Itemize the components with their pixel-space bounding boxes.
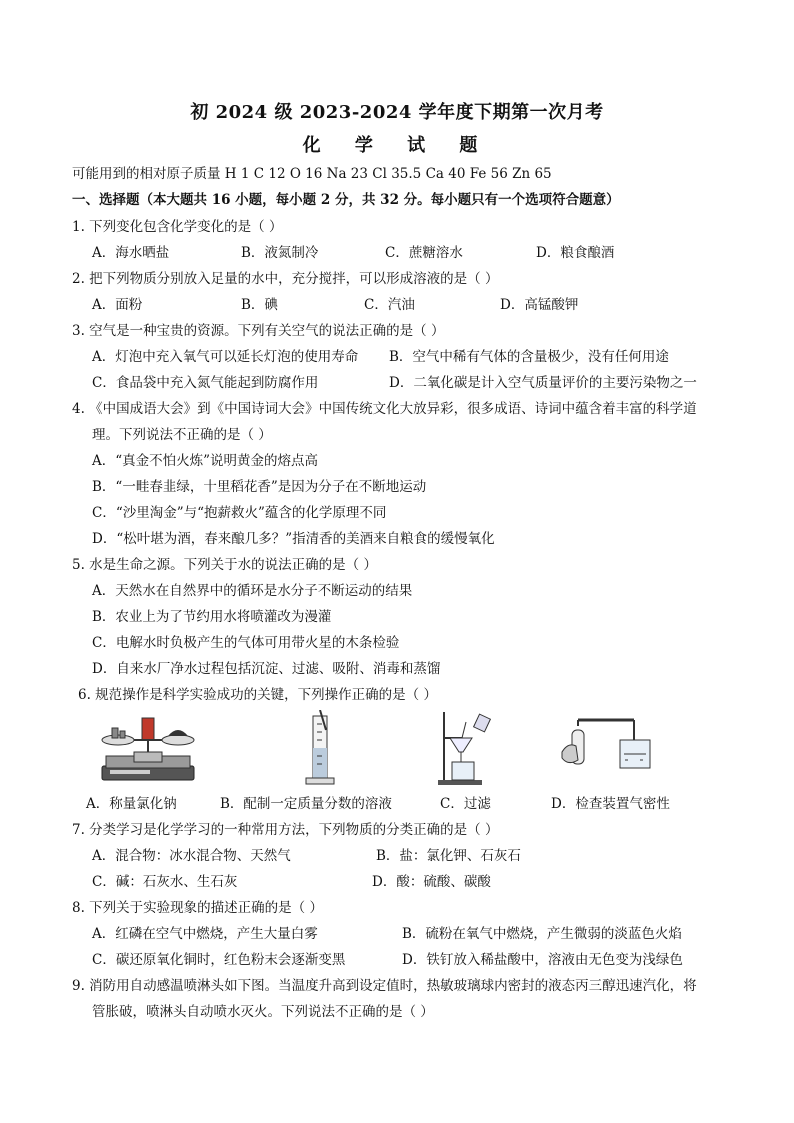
- q8-option-b[interactable]: B．硫粉在氧气中燃烧，产生微弱的淡蓝色火焰: [402, 926, 682, 942]
- q6-option-a[interactable]: A．称量氯化钠: [86, 796, 177, 812]
- exam-title: 初 2024 级 2023-2024 学年度下期第一次月考: [190, 102, 604, 123]
- q1-option-b[interactable]: B．液氮制冷: [241, 245, 319, 261]
- q3-option-b[interactable]: B．空气中稀有气体的含量极少，没有任何用途: [389, 349, 669, 365]
- q1-option-a[interactable]: A．海水晒盐: [92, 245, 170, 261]
- q8-option-d[interactable]: D．铁钉放入稀盐酸中，溶液由无色变为浅绿色: [402, 952, 683, 968]
- q6-option-d[interactable]: D．检查装置气密性: [551, 796, 670, 812]
- question-9-stem: 9. 消防用自动感温喷淋头如下图。当温度升高到设定值时，热敏玻璃球内密封的液态丙三醇迅速汽化，将: [72, 978, 697, 994]
- q8-option-c[interactable]: C．碳还原氧化铜时，红色粉末会逐渐变黑: [92, 952, 346, 968]
- q1-option-c[interactable]: C．蔗糖溶水: [385, 245, 463, 261]
- q5-option-c[interactable]: C．电解水时负极产生的气体可用带火星的木条检验: [92, 635, 400, 651]
- q4-option-a[interactable]: A．“真金不怕火炼”说明黄金的熔点高: [92, 453, 319, 469]
- q3-option-c[interactable]: C．食品袋中充入氮气能起到防腐作用: [92, 375, 319, 391]
- question-3-stem: 3. 空气是一种宝贵的资源。下列有关空气的说法正确的是（ ）: [72, 323, 445, 339]
- filtration-figure: [436, 708, 496, 786]
- q7-option-a[interactable]: A．混合物：冰水混合物、天然气: [92, 848, 291, 864]
- q5-option-b[interactable]: B．农业上为了节约用水将喷灌改为漫灌: [92, 609, 332, 625]
- balance-figure: [96, 712, 200, 784]
- q2-option-b[interactable]: B．碘: [241, 297, 278, 313]
- cylinder-figure: [300, 710, 340, 786]
- q4-option-b[interactable]: B．“一畦春韭绿，十里稻花香”是因为分子在不断地运动: [92, 479, 427, 495]
- q2-option-c[interactable]: C．汽油: [364, 297, 415, 313]
- q3-option-a[interactable]: A．灯泡中充入氧气可以延长灯泡的使用寿命: [92, 349, 359, 365]
- q4-option-c[interactable]: C．“沙里淘金”与“抱薪救火”蕴含的化学原理不同: [92, 505, 387, 521]
- q6-option-b[interactable]: B．配制一定质量分数的溶液: [220, 796, 392, 812]
- q1-option-d[interactable]: D．粮食酿酒: [536, 245, 615, 261]
- q5-option-a[interactable]: A．天然水在自然界中的循环是水分子不断运动的结果: [92, 583, 413, 599]
- q3-option-d[interactable]: D．二氧化碳是计入空气质量评价的主要污染物之一: [389, 375, 697, 391]
- atomic-masses: 可能用到的相对原子质量 H 1 C 12 O 16 Na 23 Cl 35.5 Ca 40 Fe 56 Zn 65: [72, 166, 552, 182]
- question-7-stem: 7. 分类学习是化学学习的一种常用方法，下列物质的分类正确的是（ ）: [72, 822, 499, 838]
- section-heading: 一、选择题（本大题共 16 小题，每小题 2 分，共 32 分。每小题只有一个选项符合题意）: [72, 192, 620, 208]
- airtightness-figure: [554, 712, 654, 776]
- q7-option-c[interactable]: C．碱：石灰水、生石灰: [92, 874, 238, 890]
- question-4-stem-cont: 理。下列说法不正确的是（ ）: [92, 427, 272, 443]
- question-2-stem: 2. 把下列物质分别放入足量的水中，充分搅拌，可以形成溶液的是（ ）: [72, 271, 499, 287]
- question-9-stem-cont: 管胀破，喷淋头自动喷水灭火。下列说法不正确的是（ ）: [92, 1004, 434, 1020]
- q2-option-a[interactable]: A．面粉: [92, 297, 143, 313]
- q7-option-d[interactable]: D．酸：硫酸、碳酸: [372, 874, 491, 890]
- q7-option-b[interactable]: B．盐：氯化钾、石灰石: [376, 848, 521, 864]
- question-8-stem: 8. 下列关于实验现象的描述正确的是（ ）: [72, 900, 323, 916]
- q4-option-d[interactable]: D．“松叶堪为酒，春来酿几多？”指清香的美酒来自粮食的缓慢氧化: [92, 531, 495, 547]
- q6-option-c[interactable]: C．过滤: [440, 796, 491, 812]
- q5-option-d[interactable]: D．自来水厂净水过程包括沉淀、过滤、吸附、消毒和蒸馏: [92, 661, 441, 677]
- question-5-stem: 5. 水是生命之源。下列关于水的说法正确的是（ ）: [72, 557, 377, 573]
- q8-option-a[interactable]: A．红磷在空气中燃烧，产生大量白雾: [92, 926, 318, 942]
- question-4-stem: 4. 《中国成语大会》到《中国诗词大会》中国传统文化大放异彩，很多成语、诗词中蕴含着丰富的科学道: [72, 401, 697, 417]
- q2-option-d[interactable]: D．高锰酸钾: [500, 297, 579, 313]
- question-6-stem: 6. 规范操作是科学实验成功的关键，下列操作正确的是（ ）: [78, 687, 437, 703]
- question-1-stem: 1. 下列变化包含化学变化的是（ ）: [72, 219, 283, 235]
- exam-subtitle: 化 学 试 题: [302, 135, 492, 156]
